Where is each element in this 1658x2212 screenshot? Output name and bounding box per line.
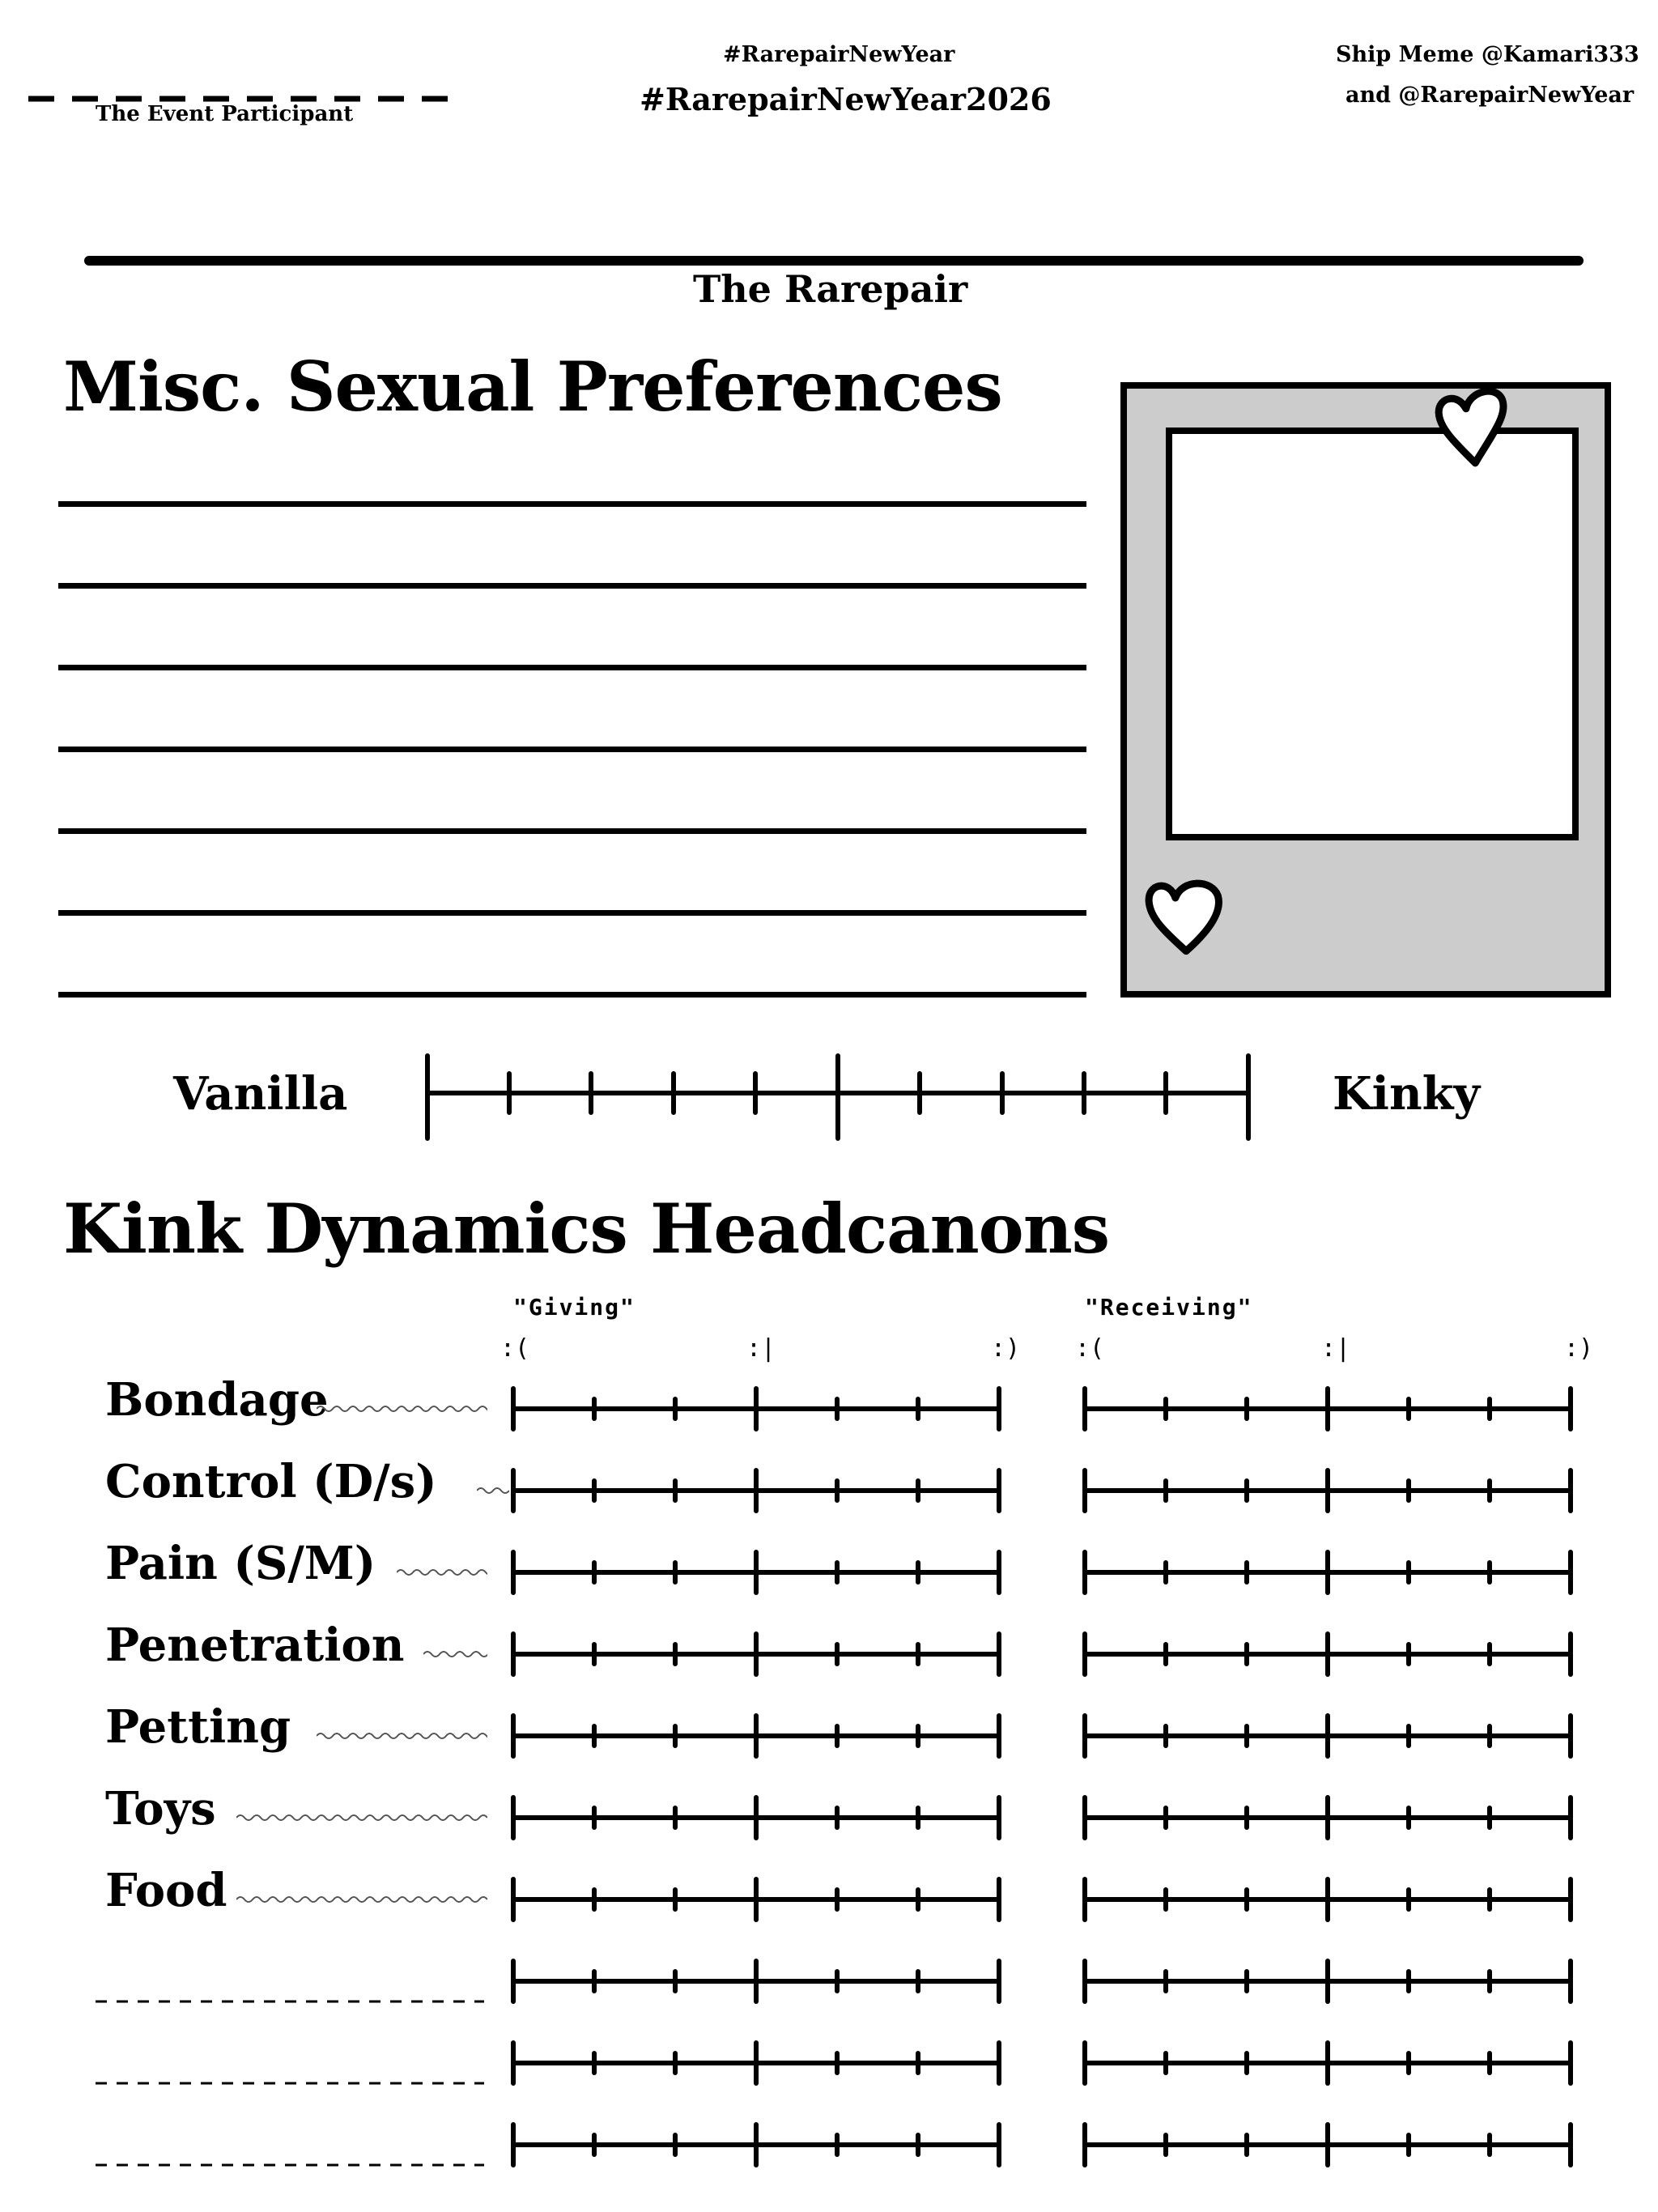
misc-section-title: Misc. Sexual Preferences bbox=[63, 347, 1002, 427]
giving-scale[interactable] bbox=[508, 1793, 1007, 1842]
receiving-scale[interactable] bbox=[1080, 1957, 1579, 2006]
heart-icon bbox=[1431, 382, 1528, 471]
receiving-scale[interactable] bbox=[1080, 1385, 1579, 1433]
giving-scale[interactable] bbox=[508, 1385, 1007, 1433]
kink-row-label: Pain (S/M) bbox=[105, 1537, 376, 1590]
writing-line[interactable] bbox=[58, 992, 1086, 998]
rarepair-label: The Rarepair bbox=[693, 267, 968, 311]
receiving-scale[interactable] bbox=[1080, 2121, 1579, 2169]
participant-label: The Event Participant bbox=[96, 102, 354, 126]
wavy-connector bbox=[423, 1646, 487, 1662]
receiving-scale[interactable] bbox=[1080, 1875, 1579, 1924]
hashtag-big: #RarepairNewYear2026 bbox=[640, 81, 1052, 117]
hashtag-small: #RarepairNewYear bbox=[723, 42, 955, 67]
receiving-scale[interactable] bbox=[1080, 1712, 1579, 1760]
kink-section-title: Kink Dynamics Headcanons bbox=[63, 1189, 1110, 1269]
giving-scale[interactable] bbox=[508, 1630, 1007, 1678]
kink-row-label: Toys bbox=[105, 1782, 216, 1836]
wavy-connector bbox=[317, 1728, 487, 1744]
credit-line-1: Ship Meme @Kamari333 bbox=[1336, 42, 1639, 67]
giving-scale[interactable] bbox=[508, 1548, 1007, 1597]
receiving-scale[interactable] bbox=[1080, 1466, 1579, 1515]
writing-line[interactable] bbox=[58, 501, 1086, 507]
kink-row-label: Food bbox=[105, 1864, 227, 1917]
receiving-scale[interactable] bbox=[1080, 1630, 1579, 1678]
receiving-scale[interactable] bbox=[1080, 1548, 1579, 1597]
receiving-scale[interactable] bbox=[1080, 1793, 1579, 1842]
custom-kink-field[interactable] bbox=[96, 2079, 484, 2087]
receiving-scale[interactable] bbox=[1080, 2039, 1579, 2087]
wavy-connector bbox=[317, 1401, 487, 1417]
wavy-connector bbox=[397, 1564, 487, 1580]
heart-icon bbox=[1138, 868, 1232, 959]
kink-row-label: Penetration bbox=[105, 1619, 405, 1672]
giving-scale[interactable] bbox=[508, 1712, 1007, 1760]
writing-line[interactable] bbox=[58, 910, 1086, 916]
kink-row-label: Control (D/s) bbox=[105, 1455, 437, 1508]
custom-kink-field[interactable] bbox=[96, 1997, 484, 2006]
happy-face-label: :) bbox=[1564, 1334, 1594, 1363]
receiving-column-label: "Receiving" bbox=[1085, 1294, 1253, 1321]
custom-kink-field[interactable] bbox=[96, 2161, 484, 2169]
neutral-face-label: :| bbox=[1321, 1334, 1351, 1363]
giving-scale[interactable] bbox=[508, 1466, 1007, 1515]
photo-area[interactable] bbox=[1166, 428, 1579, 840]
giving-scale[interactable] bbox=[508, 2039, 1007, 2087]
kink-row-label: Petting bbox=[105, 1700, 291, 1754]
giving-column-label: "Giving" bbox=[513, 1294, 636, 1321]
rarepair-name-line bbox=[84, 256, 1584, 266]
wavy-connector bbox=[236, 1810, 487, 1826]
kink-row-label: Bondage bbox=[105, 1373, 329, 1427]
vanilla-label: Vanilla bbox=[173, 1067, 348, 1121]
wavy-connector bbox=[236, 1891, 487, 1908]
writing-line[interactable] bbox=[58, 665, 1086, 670]
neutral-face-label: :| bbox=[746, 1334, 776, 1363]
vanilla-kinky-slider[interactable] bbox=[421, 1048, 1255, 1145]
sad-face-label: :( bbox=[1075, 1334, 1105, 1363]
sad-face-label: :( bbox=[500, 1334, 530, 1363]
credit-line-2: and @RarepairNewYear bbox=[1346, 83, 1635, 108]
writing-line[interactable] bbox=[58, 747, 1086, 752]
writing-line[interactable] bbox=[58, 583, 1086, 589]
writing-line[interactable] bbox=[58, 828, 1086, 834]
giving-scale[interactable] bbox=[508, 2121, 1007, 2169]
giving-scale[interactable] bbox=[508, 1875, 1007, 1924]
wavy-connector bbox=[477, 1482, 509, 1499]
giving-scale[interactable] bbox=[508, 1957, 1007, 2006]
kinky-label: Kinky bbox=[1333, 1067, 1480, 1121]
happy-face-label: :) bbox=[991, 1334, 1021, 1363]
